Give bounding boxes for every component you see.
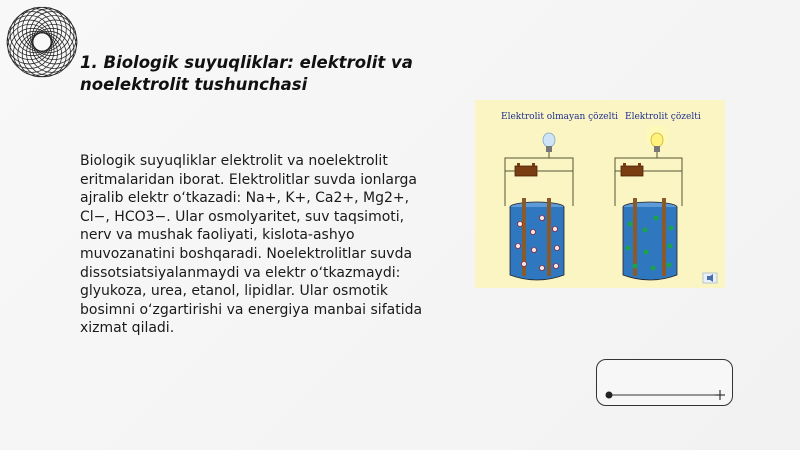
battery-left-icon <box>515 163 537 176</box>
slide-body-text: Biologik suyuqliklar elektrolit va noelektrolit eritmalaridan iborat. Elektrolitlar suvda ionlarga ajralib elektr o‘tkazadi: Na+, K+, Ca2+, Mg2+, Cl−, HCO3−. Ular osmolyaritet, suv taqsimoti, nerv va mushak faoliyati, kislota-ashyo muvozanatini boshqaradi. Noelektrolitlar suvda dissotsiatsiyalanmaydi va elektr o‘tkazmaydi: glyukoza, urea, etanol, lipidlar. Ular osmotik bosimni o‘zgartirishi va energiya manbai sifatida xizmat qiladi. <box>80 153 423 337</box>
beaker-left <box>510 198 564 280</box>
electrolyte-figure <box>475 100 725 288</box>
slide-title: 1. Biologik suyuqliklar: elektrolit va noelektrolit tushunchasi <box>80 53 413 94</box>
non-electrolyte-setup <box>505 133 573 280</box>
electrolyte-setup <box>615 125 682 280</box>
label-electrolyte: Elektrolit çözelti <box>625 112 701 122</box>
battery-right-icon <box>621 163 643 176</box>
label-non-electrolyte: Elektrolit olmayan çözelti <box>501 112 619 122</box>
lightbulb-off-icon <box>543 133 555 152</box>
electrolyte-illustration <box>475 100 725 288</box>
playback-bar <box>597 360 732 405</box>
lightbulb-on-icon <box>646 125 668 152</box>
media-control-box <box>596 359 733 406</box>
playhead-dot-icon[interactable] <box>606 392 613 399</box>
speaker-icon[interactable] <box>703 273 717 283</box>
spirograph-decoration-icon <box>4 4 80 80</box>
beaker-right <box>623 198 677 280</box>
